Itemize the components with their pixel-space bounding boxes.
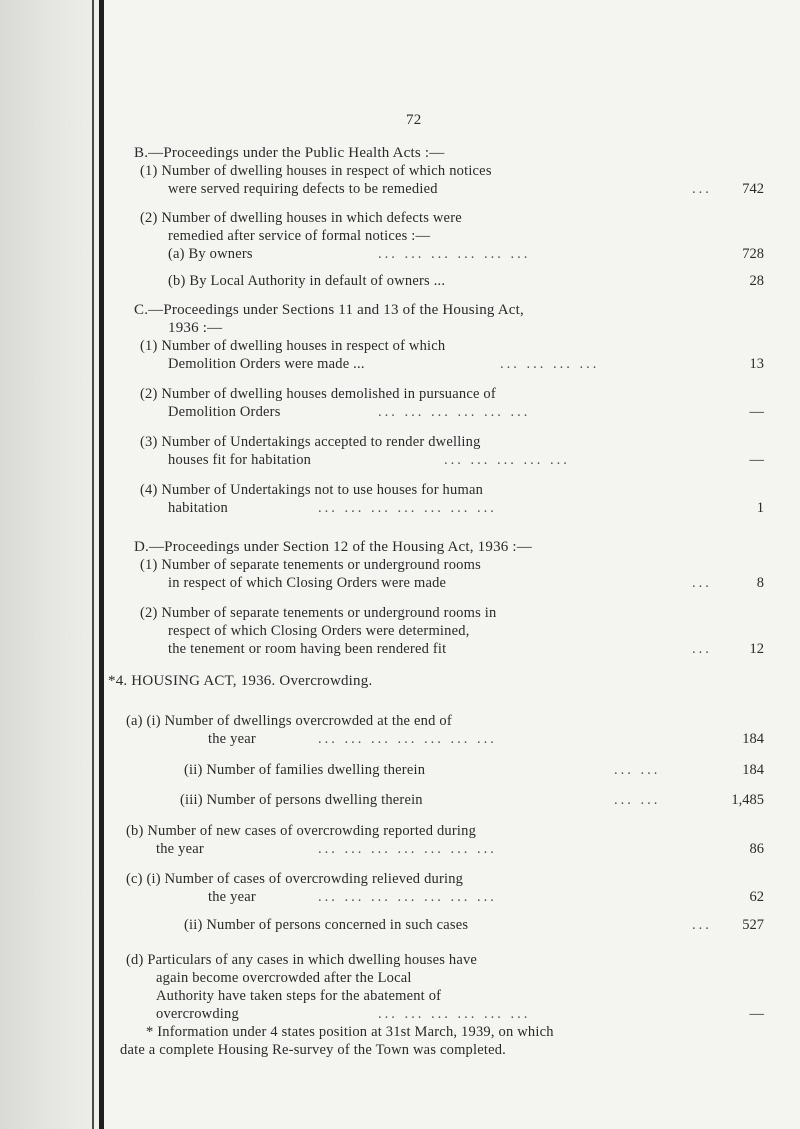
leader-dots: ... xyxy=(692,575,712,591)
section-b-item2b-value: 28 xyxy=(749,273,764,289)
section-b-item2-line1: (2) Number of dwelling houses in which defects were xyxy=(140,210,462,226)
leader-dots: ... ... ... ... ... ... ... xyxy=(318,841,497,857)
footnote-line1: * Information under 4 states position at 31st March, 1939, on which xyxy=(146,1024,554,1040)
overcrowding-a-ii-value: 184 xyxy=(742,762,764,778)
section-c-item2-value: — xyxy=(749,404,764,420)
leader-dots: ... ... ... ... ... ... xyxy=(378,1006,531,1022)
section-c-item4-value: 1 xyxy=(756,500,764,516)
leader-dots: ... ... xyxy=(614,762,661,778)
page-binding-margin xyxy=(0,0,92,1129)
section-b-item2b-label: (b) By Local Authority in default of owners ... xyxy=(168,273,446,289)
leader-dots: ... ... ... ... ... ... ... xyxy=(318,889,497,905)
section-d-item2-line1: (2) Number of separate tenements or underground rooms in xyxy=(140,605,497,621)
footnote-line2: date a complete Housing Re-survey of the Town was completed. xyxy=(120,1042,507,1058)
overcrowding-a-ii-label: (ii) Number of families dwelling therein xyxy=(184,762,426,778)
leader-dots: ... xyxy=(692,917,712,933)
housing-act-heading: *4. HOUSING ACT, 1936. Overcrowding. xyxy=(108,673,373,689)
overcrowding-d-line2: again become overcrowded after the Local xyxy=(156,970,412,986)
leader-dots: ... ... ... ... ... ... ... xyxy=(318,731,497,747)
leader-dots: ... ... ... ... ... ... ... xyxy=(318,500,497,516)
page-number: 72 xyxy=(406,112,422,128)
overcrowding-a-i-value: 184 xyxy=(742,731,764,747)
section-b-item2a-label: (a) By owners xyxy=(168,246,253,262)
section-b-item1-line2: were served requiring defects to be remedied xyxy=(168,181,438,197)
section-c-item2-line2: Demolition Orders xyxy=(168,404,281,420)
overcrowding-a-iii-label: (iii) Number of persons dwelling therein xyxy=(180,792,423,808)
leader-dots: ... ... ... ... ... xyxy=(444,452,570,468)
section-b-item2a-value: 728 xyxy=(742,246,764,262)
section-c-item3-value: — xyxy=(749,452,764,468)
overcrowding-d-line3: Authority have taken steps for the abatement of xyxy=(156,988,442,1004)
overcrowding-b-line1: (b) Number of new cases of overcrowding reported during xyxy=(126,823,477,839)
overcrowding-b-line2: the year xyxy=(156,841,204,857)
section-b-item2-line2: remedied after service of formal notices :— xyxy=(168,228,431,244)
section-c-item3-line2: houses fit for habitation xyxy=(168,452,312,468)
overcrowding-c-i-value: 62 xyxy=(749,889,764,905)
overcrowding-d-value: — xyxy=(749,1006,764,1022)
overcrowding-a-i-line1: (a) (i) Number of dwellings overcrowded at the end of xyxy=(126,713,452,729)
overcrowding-b-value: 86 xyxy=(749,841,764,857)
section-d-heading: D.—Proceedings under Section 12 of the Housing Act, 1936 :— xyxy=(134,539,532,555)
section-d-item1-line2: in respect of which Closing Orders were made xyxy=(168,575,447,591)
overcrowding-c-ii-value: 527 xyxy=(742,917,764,933)
section-c-item1-line2: Demolition Orders were made ... xyxy=(168,356,365,372)
leader-dots: ... xyxy=(692,181,712,197)
section-d-item2-value: 12 xyxy=(749,641,764,657)
section-d-item1-line1: (1) Number of separate tenements or underground rooms xyxy=(140,557,481,573)
overcrowding-a-iii-value: 1,485 xyxy=(731,792,764,808)
section-c-heading-line2: 1936 :— xyxy=(168,320,223,336)
section-d-item1-value: 8 xyxy=(756,575,764,591)
binding-edge xyxy=(92,0,94,1129)
document-page xyxy=(104,0,800,1129)
overcrowding-a-i-line2: the year xyxy=(208,731,256,747)
overcrowding-c-i-line1: (c) (i) Number of cases of overcrowding relieved during xyxy=(126,871,464,887)
section-c-item1-line1: (1) Number of dwelling houses in respect of which xyxy=(140,338,446,354)
leader-dots: ... xyxy=(692,641,712,657)
overcrowding-d-line1: (d) Particulars of any cases in which dwelling houses have xyxy=(126,952,478,968)
overcrowding-c-i-line2: the year xyxy=(208,889,256,905)
section-b-item1-line1: (1) Number of dwelling houses in respect of which notices xyxy=(140,163,492,179)
leader-dots: ... ... ... ... ... ... xyxy=(378,246,531,262)
overcrowding-d-line4: overcrowding xyxy=(156,1006,239,1022)
section-c-heading-line1: C.—Proceedings under Sections 11 and 13 of the Housing Act, xyxy=(134,302,524,318)
section-c-item1-value: 13 xyxy=(749,356,764,372)
section-c-item4-line2: habitation xyxy=(168,500,228,516)
section-b-item1-value: 742 xyxy=(742,181,764,197)
section-c-item3-line1: (3) Number of Undertakings accepted to render dwelling xyxy=(140,434,481,450)
section-c-item4-line1: (4) Number of Undertakings not to use houses for human xyxy=(140,482,484,498)
leader-dots: ... ... ... ... xyxy=(500,356,600,372)
section-d-item2-line3: the tenement or room having been rendered fit xyxy=(168,641,447,657)
section-d-item2-line2: respect of which Closing Orders were determined, xyxy=(168,623,470,639)
section-b-heading: B.—Proceedings under the Public Health Acts :— xyxy=(134,145,445,161)
overcrowding-c-ii-label: (ii) Number of persons concerned in such cases xyxy=(184,917,469,933)
leader-dots: ... ... xyxy=(614,792,661,808)
leader-dots: ... ... ... ... ... ... xyxy=(378,404,531,420)
section-c-item2-line1: (2) Number of dwelling houses demolished in pursuance of xyxy=(140,386,496,402)
